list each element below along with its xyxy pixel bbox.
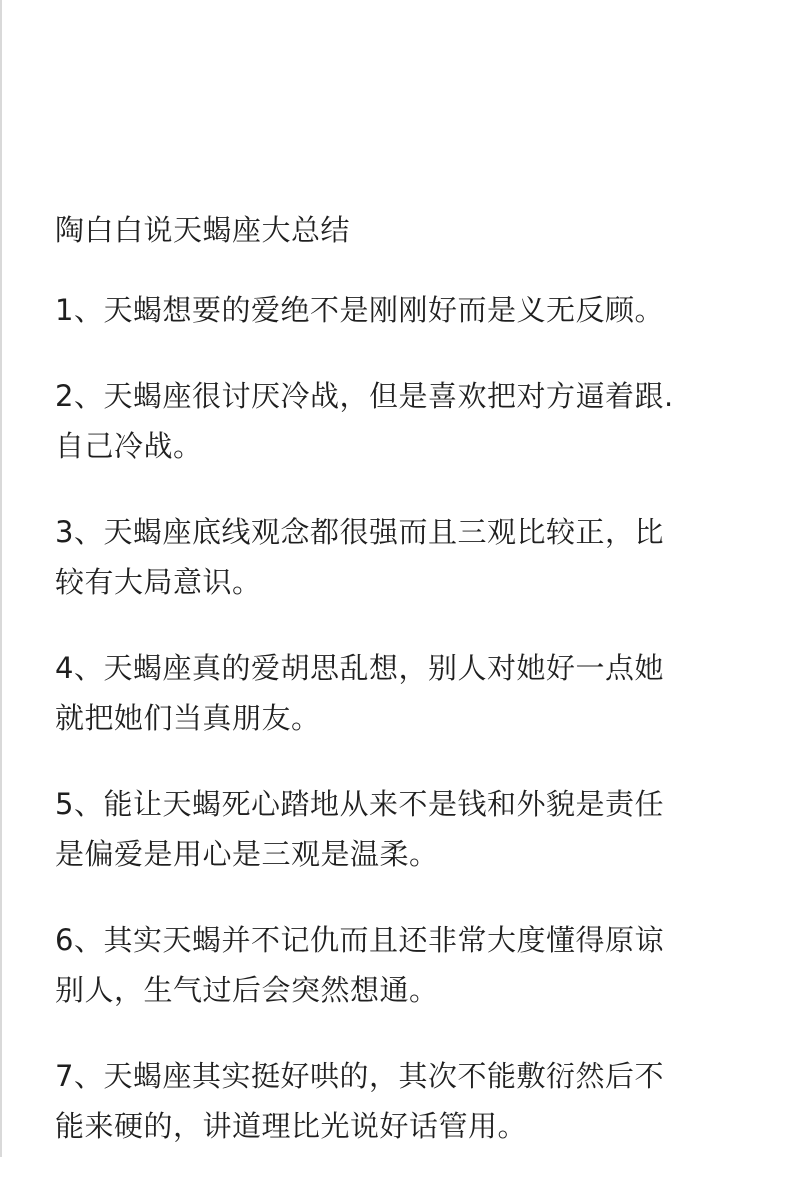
article-body: [55, 205, 755, 1187]
list-item-5: [55, 779, 755, 879]
item-7-line-1: 7、天蝎座其实挺好哄的，其次不能敷衍然后不: [55, 1059, 664, 1093]
item-5-line-2: 是偏爱是用心是三观是温柔。: [55, 837, 439, 871]
list-item-6: [55, 915, 755, 1015]
item-6-line-2: 别人，生气过后会突然想通。: [55, 973, 439, 1007]
article-title: 陶白白说天蝎座大总结: [55, 213, 351, 247]
item-6-line-1: 6、其实天蝎并不记仇而且还非常大度懂得原谅: [55, 923, 664, 957]
item-3-line-2: 较有大局意识。: [55, 565, 262, 599]
item-2-line-1: 2、天蝎座很讨厌冷战，但是喜欢把对方逼着跟.: [55, 379, 674, 413]
list-item-7: [55, 1051, 755, 1151]
list-item-2: [55, 371, 755, 471]
item-3-line-1: 3、天蝎座底线观念都很强而且三观比较正，比: [55, 515, 664, 549]
item-2-line-2: 自己冷战。: [55, 429, 203, 463]
list-item-1: [55, 285, 755, 335]
item-1-line-1: 1、天蝎想要的爱绝不是刚刚好而是义无反顾。: [55, 293, 664, 327]
list-item-4: [55, 643, 755, 743]
left-edge-divider: [0, 0, 2, 1157]
item-4-line-2: 就把她们当真朋友。: [55, 701, 321, 735]
item-5-line-1: 5、能让天蝎死心踏地从来不是钱和外貌是责任: [55, 787, 664, 821]
item-4-line-1: 4、天蝎座真的爱胡思乱想，别人对她好一点她: [55, 651, 664, 685]
list-item-3: [55, 507, 755, 607]
item-7-line-2: 能来硬的，讲道理比光说好话管用。: [55, 1109, 528, 1143]
